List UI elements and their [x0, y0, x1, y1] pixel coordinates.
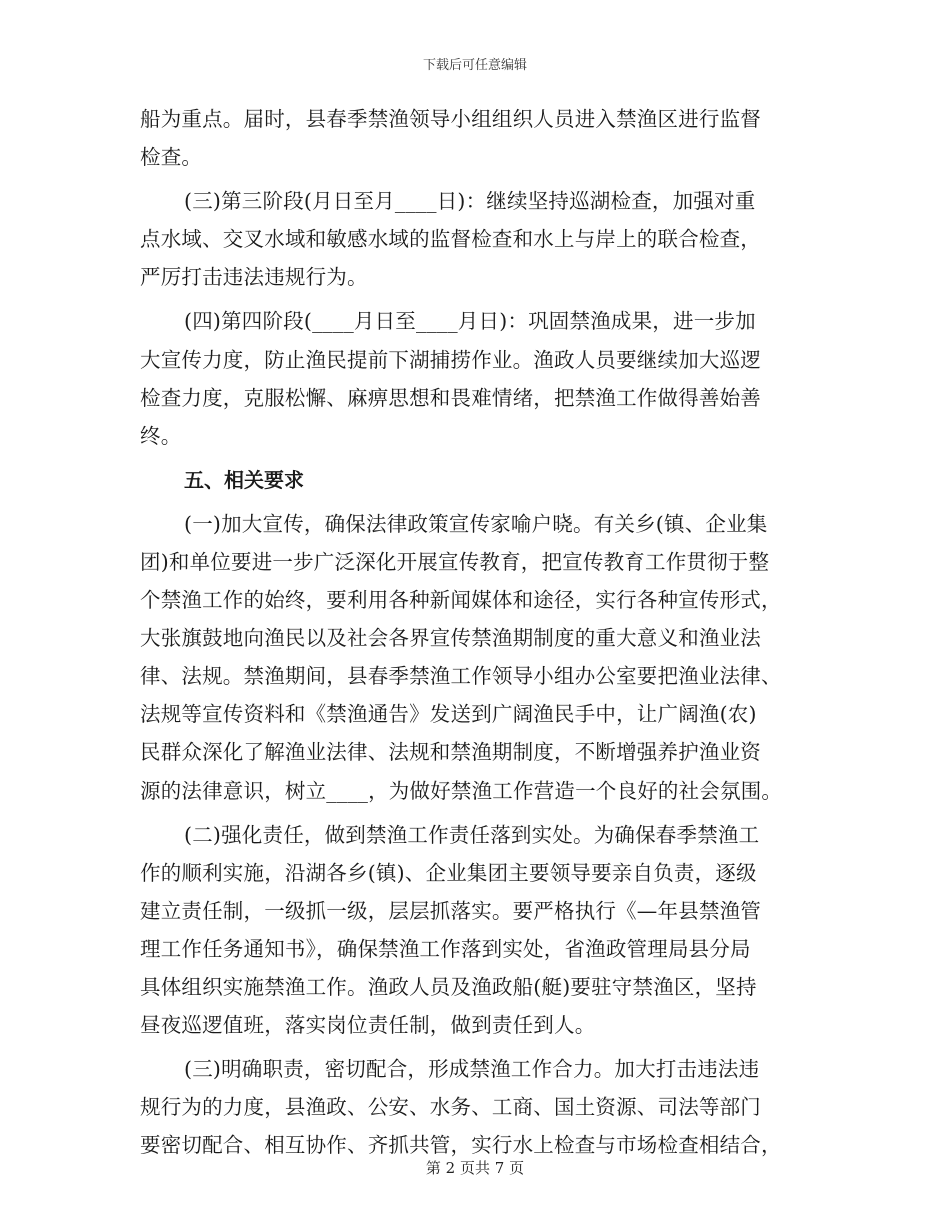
text-line: 民群众深化了解渔业法律、法规和禁渔期制度，不断增强养护渔业资	[140, 740, 761, 765]
text-line: (二)强化责任，做到禁渔工作责任落到实处。为确保春季禁渔工	[184, 822, 760, 847]
text-line: 严厉打击违法违规行为。	[140, 265, 368, 290]
section-heading: 五、相关要求	[184, 467, 304, 492]
text-line: 法规等宣传资料和《禁渔通告》发送到广阔渔民手中，让广阔渔(农)	[140, 702, 757, 727]
text-line: 检查力度，克服松懈、麻痹思想和畏难情绪，把禁渔工作做得善始善	[140, 385, 761, 410]
text-line: 理工作任务通知书》，确保禁渔工作落到实处，省渔政管理局县分局	[140, 936, 751, 961]
text-line: 规行为的力度，县渔政、公安、水务、工商、国土资源、司法等部门	[140, 1095, 761, 1120]
text-line: 源的法律意识，树立____，为做好禁渔工作营造一个良好的社会氛围。	[140, 778, 783, 803]
paragraph-stage-4	[140, 302, 812, 454]
page-footer: 第 2 页共 7 页	[425, 1159, 525, 1177]
text-line: 昼夜巡逻值班，落实岗位责任制，做到责任到人。	[140, 1013, 596, 1038]
page-header: 下载后可任意编辑	[422, 58, 527, 73]
text-line: 终。	[140, 423, 182, 448]
text-line: 建立责任制，一级抓一级，层层抓落实。要严格执行《—年县禁渔管	[140, 898, 761, 923]
text-line: (三)明确职责，密切配合，形成禁渔工作合力。加大打击违法违	[184, 1057, 760, 1082]
text-line: 作的顺利实施，沿湖各乡(镇)、企业集团主要领导要亲自负责，逐级	[140, 860, 757, 885]
document-body	[140, 100, 812, 1170]
text-line: 大张旗鼓地向渔民以及社会各界宣传禁渔期制度的重大意义和渔业法	[140, 626, 761, 651]
paragraph-publicity	[140, 505, 812, 810]
text-line: 点水域、交叉水域和敏感水域的监督检查和水上与岸上的联合检查，	[140, 227, 761, 252]
text-line: (四)第四阶段(____月日至____月日)：巩固禁渔成果，进一步加	[184, 309, 756, 334]
text-line: 要密切配合、相互协作、齐抓共管，实行水上检查与市场检查相结合，	[140, 1133, 782, 1158]
text-line: 船为重点。届时，县春季禁渔领导小组组织人员进入禁渔区进行监督	[140, 107, 761, 131]
text-line: 个禁渔工作的始终，要利用各种新闻媒体和途径，实行各种宣传形式，	[140, 588, 782, 613]
paragraph-responsibility	[140, 816, 812, 1045]
paragraph-cooperation	[140, 1050, 812, 1164]
text-line: 大宣传力度，防止渔民提前下湖捕捞作业。渔政人员要继续加大巡逻	[140, 347, 761, 372]
paragraph-stage-3	[140, 182, 812, 296]
text-line: 具体组织实施禁渔工作。渔政人员及渔政船(艇)要驻守禁渔区，坚持	[140, 974, 757, 999]
text-line: (三)第三阶段(月日至月____日)：继续坚持巡湖检查，加强对重	[184, 189, 756, 214]
paragraph-stage-end	[140, 100, 812, 176]
text-line: 检查。	[140, 145, 203, 170]
text-line: 团)和单位要进一步广泛深化开展宣传教育，把宣传教育工作贯彻于整	[140, 549, 770, 574]
text-line: (一)加大宣传，确保法律政策宣传家喻户晓。有关乡(镇、企业集	[184, 511, 768, 536]
text-line: 律、法规。禁渔期间，县春季禁渔工作领导小组办公室要把渔业法律、	[140, 664, 782, 689]
